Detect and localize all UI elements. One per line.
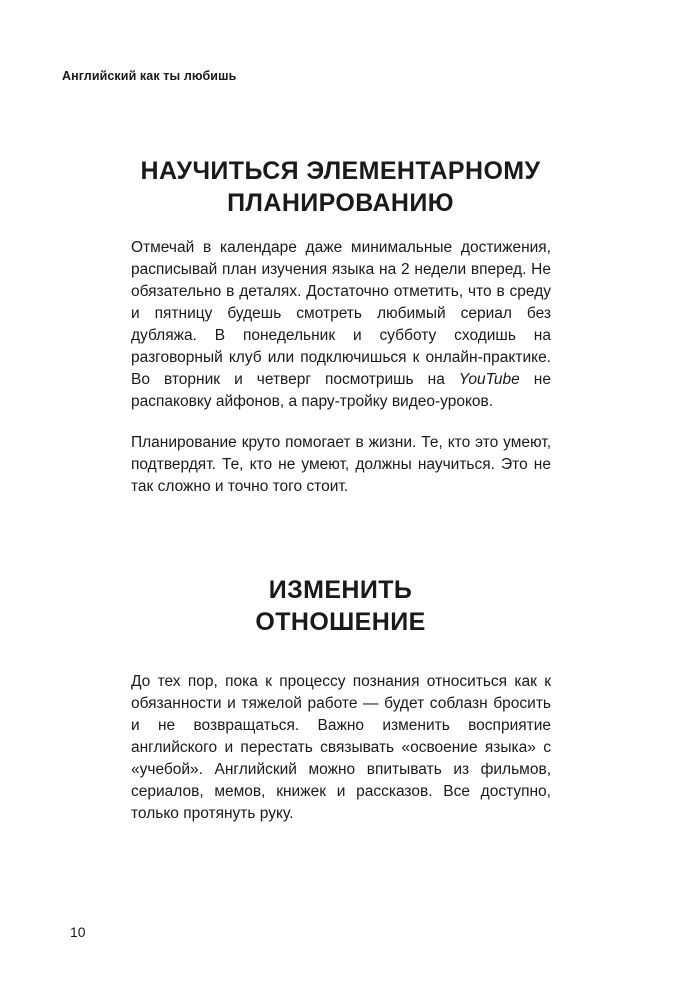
planning-paragraph-1 — [131, 237, 551, 413]
youtube-mention: YouTube — [458, 371, 520, 388]
section-title-attitude — [0, 574, 681, 638]
paragraph-text: Отмечай в календаре даже минимальные достижения, расписывай план изучения языка на 2 недели вперед. Не обязательно в деталях. Достаточно отметить, что в среду и пятницу будешь смотреть любимый сериал без дубляжа. В понедельник и субботу сходишь на разговорный клуб или подключишься к онлайн-практике. Во вторник и четверг посмотришь на — [131, 239, 551, 388]
attitude-paragraph — [131, 671, 551, 825]
planning-paragraph-2 — [131, 432, 551, 498]
paragraph: До тех пор, пока к процессу познания относиться как к обязанности и тяжелой работе — будет соблазн бросить и не возвращаться. Важно изменить восприятие английского и перестать связывать «освоение языка» с «учебой». Английский можно впитывать из фильмов, сериалов, мемов, книжек и рассказов. Все доступно, только протянуть руку. — [131, 673, 551, 822]
paragraph — [131, 237, 551, 413]
section-title-planning — [0, 155, 681, 219]
section-title-line: ИЗМЕНИТЬ — [268, 576, 413, 604]
section-title-line: НАУЧИТЬСЯ ЭЛЕМЕНТАРНОМУ — [140, 157, 541, 185]
paragraph-text: не распаковку айфонов, а пару-тройку видео-уроков. — [131, 371, 551, 410]
section-title-line: ОТНОШЕНИЕ — [255, 608, 426, 636]
paragraph: Планирование круто помогает в жизни. Те, кто это умеют, подтвердят. Те, кто не умеют, должны научиться. Это не так сложно и точно того стоит. — [131, 434, 551, 495]
section-title-line: ПЛАНИРОВАНИЮ — [227, 189, 454, 217]
running-head: Английский как ты любишь — [62, 69, 237, 83]
page-number: 10 — [70, 924, 86, 940]
